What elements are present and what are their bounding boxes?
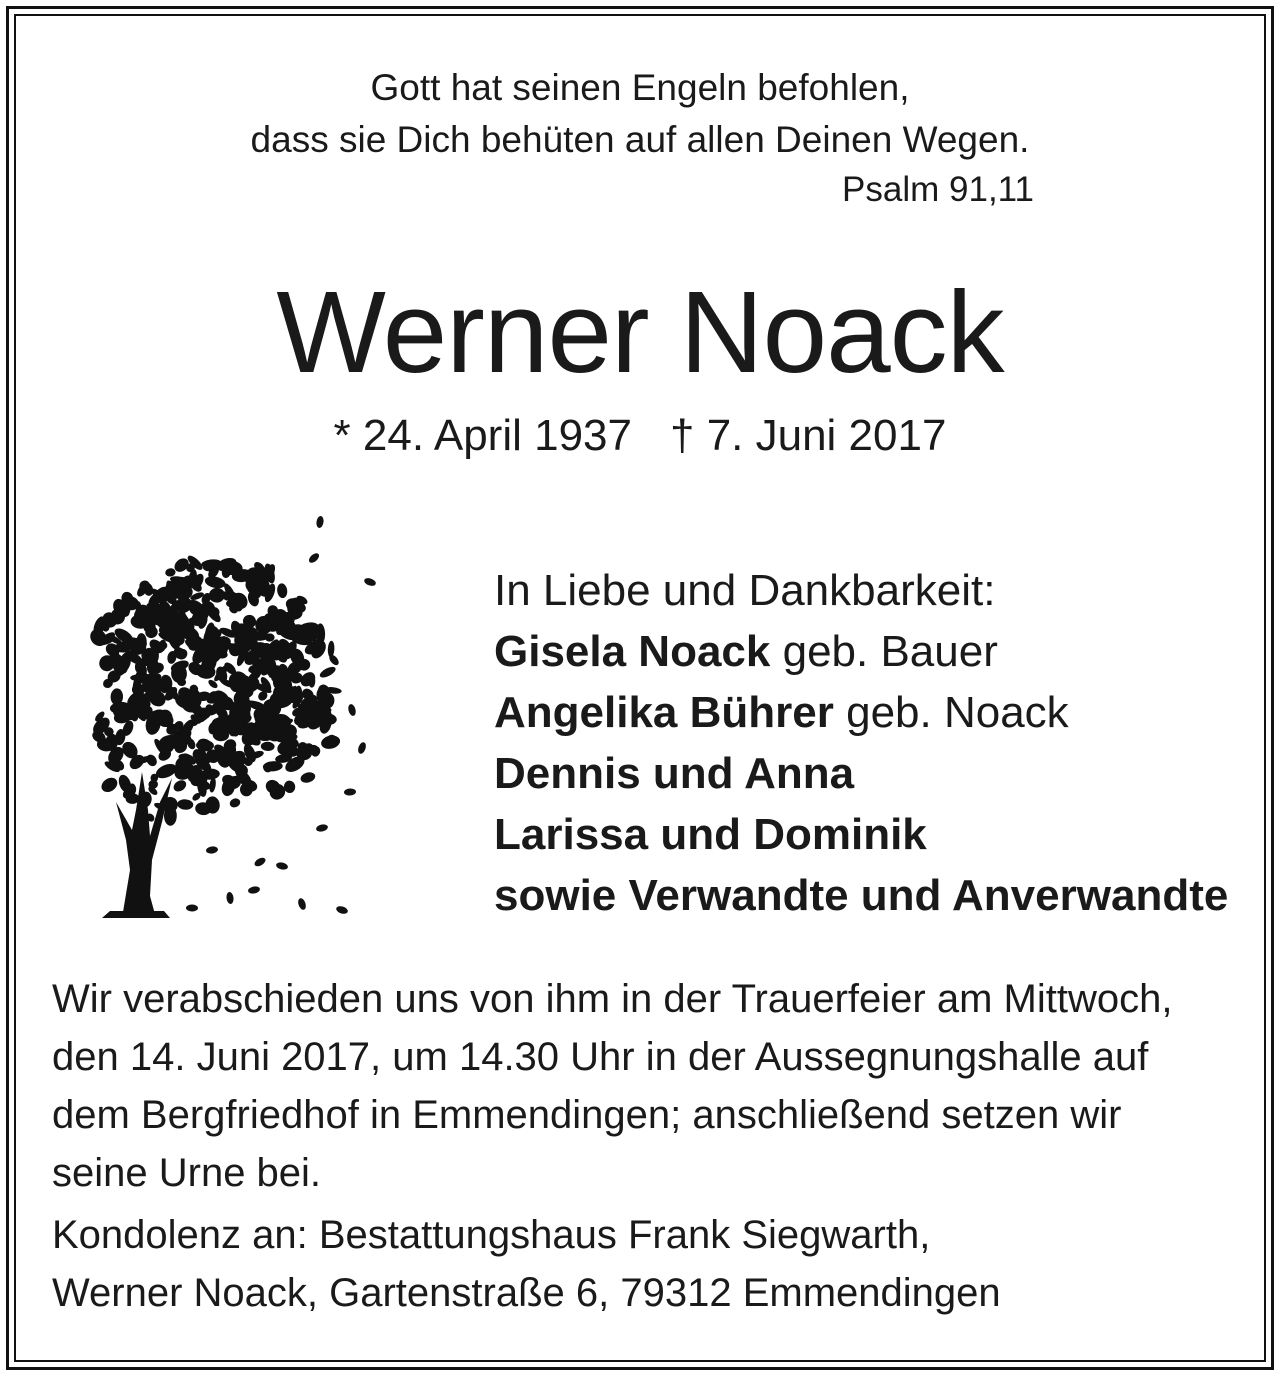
- tree-leaf: [204, 575, 227, 590]
- ceremony-details: [52, 970, 1232, 1202]
- tree-leaf: [299, 771, 316, 785]
- falling-leaf: [347, 703, 357, 716]
- ceremony-line: Wir verabschieden uns von ihm in der Trauerfeier am Mittwoch,: [52, 977, 1173, 1021]
- mourner-entry: [494, 743, 1254, 804]
- mourner-name: Larissa und Dominik: [494, 810, 927, 859]
- mourners-intro: In Liebe und Dankbarkeit:: [494, 566, 996, 615]
- bible-verse: [0, 62, 1280, 166]
- condolence-line-1: Kondolenz an: Bestattungshaus Frank Siegwarth,: [52, 1213, 931, 1257]
- tree-leaf: [128, 784, 136, 796]
- condolence-line-2: Werner Noack, Gartenstraße 6, 79312 Emmendingen: [52, 1271, 1001, 1315]
- mourner-name: Dennis und Anna: [494, 749, 855, 798]
- life-dates: [0, 408, 1280, 464]
- falling-leaf: [363, 577, 377, 588]
- tree-leaf: [99, 775, 120, 795]
- falling-leaf: [297, 897, 308, 911]
- mourner-entry: [494, 621, 1254, 682]
- tree-leaf: [276, 583, 288, 599]
- mourner-entry: [494, 682, 1254, 743]
- falling-leaf: [247, 885, 260, 894]
- falling-leaf: [344, 788, 356, 796]
- wind-blown-tree-icon: [52, 510, 392, 930]
- falling-leaf: [253, 856, 267, 868]
- tree-leaf: [228, 797, 241, 809]
- tree-leaf: [208, 587, 226, 604]
- ceremony-line: dem Bergfriedhof in Emmendingen; anschließend setzen wir: [52, 1093, 1122, 1137]
- falling-leaf: [335, 905, 349, 915]
- tree-leaf: [318, 665, 337, 680]
- ceremony-line: seine Urne bei.: [52, 1151, 322, 1195]
- falling-leaf: [316, 516, 325, 529]
- mourner-name: Gisela Noack: [494, 627, 771, 676]
- falling-leaf: [186, 904, 198, 911]
- verse-line-1: Gott hat seinen Engeln befohlen,: [370, 67, 910, 108]
- birth-date: * 24. April 1937: [333, 411, 632, 460]
- death-date: † 7. Juni 2017: [670, 411, 947, 460]
- ceremony-line: den 14. Juni 2017, um 14.30 Uhr in der Aussegnungshalle auf: [52, 1035, 1149, 1079]
- mourners-list: [494, 560, 1254, 926]
- tree-leaf: [171, 778, 188, 794]
- mourner-birth-name: geb. Bauer: [770, 627, 998, 676]
- falling-leaf: [226, 892, 234, 905]
- verse-line-2: dass sie Dich behüten auf allen Deinen Wegen.: [250, 119, 1030, 160]
- mourner-entry: [494, 865, 1254, 926]
- tree-leaf: [261, 742, 275, 752]
- deceased-name: Werner Noack: [276, 267, 1004, 397]
- falling-leaf: [206, 846, 219, 855]
- falling-leaf: [275, 861, 288, 870]
- mourner-birth-name: geb. Noack: [833, 688, 1069, 737]
- tree-leaf: [165, 568, 177, 578]
- tree-leaf: [175, 758, 188, 772]
- falling-leaf: [307, 551, 321, 564]
- falling-leaf: [315, 823, 328, 832]
- mourner-entry: [494, 804, 1254, 865]
- condolence-address: [52, 1206, 1232, 1322]
- mourner-name: sowie Verwandte und Anverwandte: [494, 871, 1229, 920]
- mourner-name: Angelika Bührer: [494, 688, 834, 737]
- falling-leaf: [357, 741, 368, 755]
- verse-source: Psalm 91,11: [842, 170, 1034, 209]
- tree-leaf: [177, 799, 194, 810]
